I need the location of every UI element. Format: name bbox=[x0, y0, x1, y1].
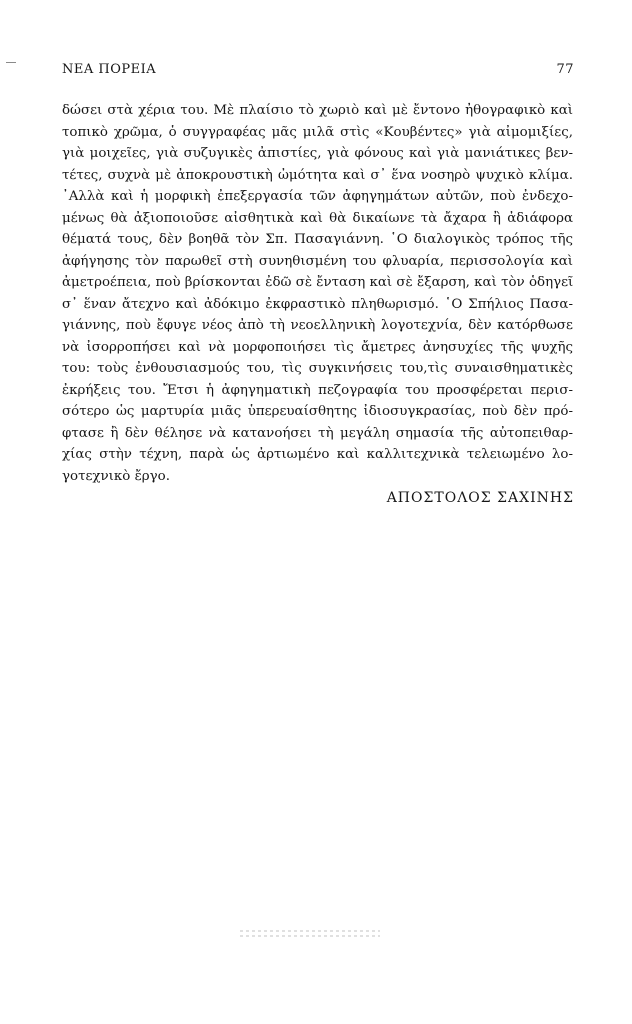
running-head bbox=[62, 62, 574, 82]
text-line-last: γοτεχνικὸ ἔργο. bbox=[62, 468, 170, 484]
text-line: τέτες, συχνὰ μὲ ἀποκρουστικὴ ὠμότητα καὶ σ᾽ ἕνα νοσηρὸ ψυχικὸ κλίμα. bbox=[62, 167, 573, 183]
author-signature: ΑΠΟΣΤΟΛΟΣ ΣΑΧΙΝΗΣ bbox=[386, 490, 574, 506]
text-line: μένως θὰ ἀξιοποιοῦσε αἰσθητικὰ καὶ θὰ δικαίωνε τὰ ἄχαρα ἢ ἀδιάφορα bbox=[62, 210, 573, 226]
text-line: γιάννης, ποὺ ἔφυγε νέος ἀπὸ τὴ νεοελληνικὴ λογοτεχνία, δὲν κατόρθωσε bbox=[62, 318, 573, 333]
faint-library-stamp bbox=[240, 930, 380, 944]
text-line: ᾽Αλλὰ καὶ ἡ μορφικὴ ἐπεξεργασία τῶν ἀφηγημάτων αὐτῶν, ποὺ ἐνδεχο- bbox=[62, 189, 573, 204]
text-line: δώσει στὰ χέρια του. Μὲ πλαίσιο τὸ χωριὸ καὶ μὲ ἔντονο ἠθογραφικὸ καὶ bbox=[62, 103, 573, 118]
text-line: του: τοὺς ἐνθουσιασμούς του, τὶς συγκινήσεις του,τὶς συναισθηματικὲς bbox=[62, 361, 573, 376]
text-line: σότερο ὡς μαρτυρία μιᾶς ὑπερευαίσθητης ἰδιοσυγκρασίας, ποὺ δὲν πρό- bbox=[62, 404, 573, 419]
text-line: ἀμετροέπεια, ποὺ βρίσκονται ἐδῶ σὲ ἔνταση καὶ σὲ ἔξαρση, καὶ τὸν ὁδηγεῖ bbox=[62, 275, 573, 290]
text-line: σ᾽ ἕναν ἄτεχνο καὶ ἀδόκιμο ἐκφραστικὸ πληθωρισμό. ῾Ο Σπήλιος Πασα- bbox=[62, 296, 573, 312]
text-line: νὰ ἰσορροπήσει καὶ νὰ μορφοποιήσει τὶς ἄμετρες ἀνησυχίες τῆς ψυχῆς bbox=[62, 339, 573, 355]
running-title: ΝΕΑ ΠΟΡΕΙΑ bbox=[62, 62, 157, 77]
text-line: ἐκρήξεις του. Ἔτσι ἡ ἀφηγηματικὴ πεζογραφία του προσφέρεται περισ- bbox=[62, 382, 573, 398]
text-line: ἀφήγησης τὸν παρωθεῖ στὴ συνηθισμένη του φλυαρία, περισσολογία καὶ bbox=[62, 253, 573, 269]
margin-mark bbox=[6, 62, 16, 63]
page-number: 77 bbox=[556, 62, 574, 77]
article-body bbox=[62, 100, 573, 487]
text-line: γιὰ μοιχεῖες, γιὰ συζυγικὲς ἀπιστίες, γιὰ φόνους καὶ γιὰ μανιάτικες βεν- bbox=[62, 146, 573, 161]
text-line: θέματά τους, δὲν βοηθᾶ τὸν Σπ. Πασαγιάννη. ῾Ο διαλογικὸς τρόπος τῆς bbox=[62, 232, 573, 247]
text-line: φτασε ἢ δὲν θέλησε νὰ κατανοήσει τὴ μεγάλη σημασία τῆς αὐτοπειθαρ- bbox=[62, 425, 573, 441]
text-line: τοπικὸ χρῶμα, ὁ συγγραφέας μᾶς μιλᾶ στὶς «Κουβέντες» γιὰ αἰμομιξίες, bbox=[62, 124, 573, 140]
text-line: χίας στὴν τέχνη, παρὰ ὡς ἀρτιωμένο καὶ καλλιτεχνικὰ τελειωμένο λο- bbox=[62, 447, 573, 462]
